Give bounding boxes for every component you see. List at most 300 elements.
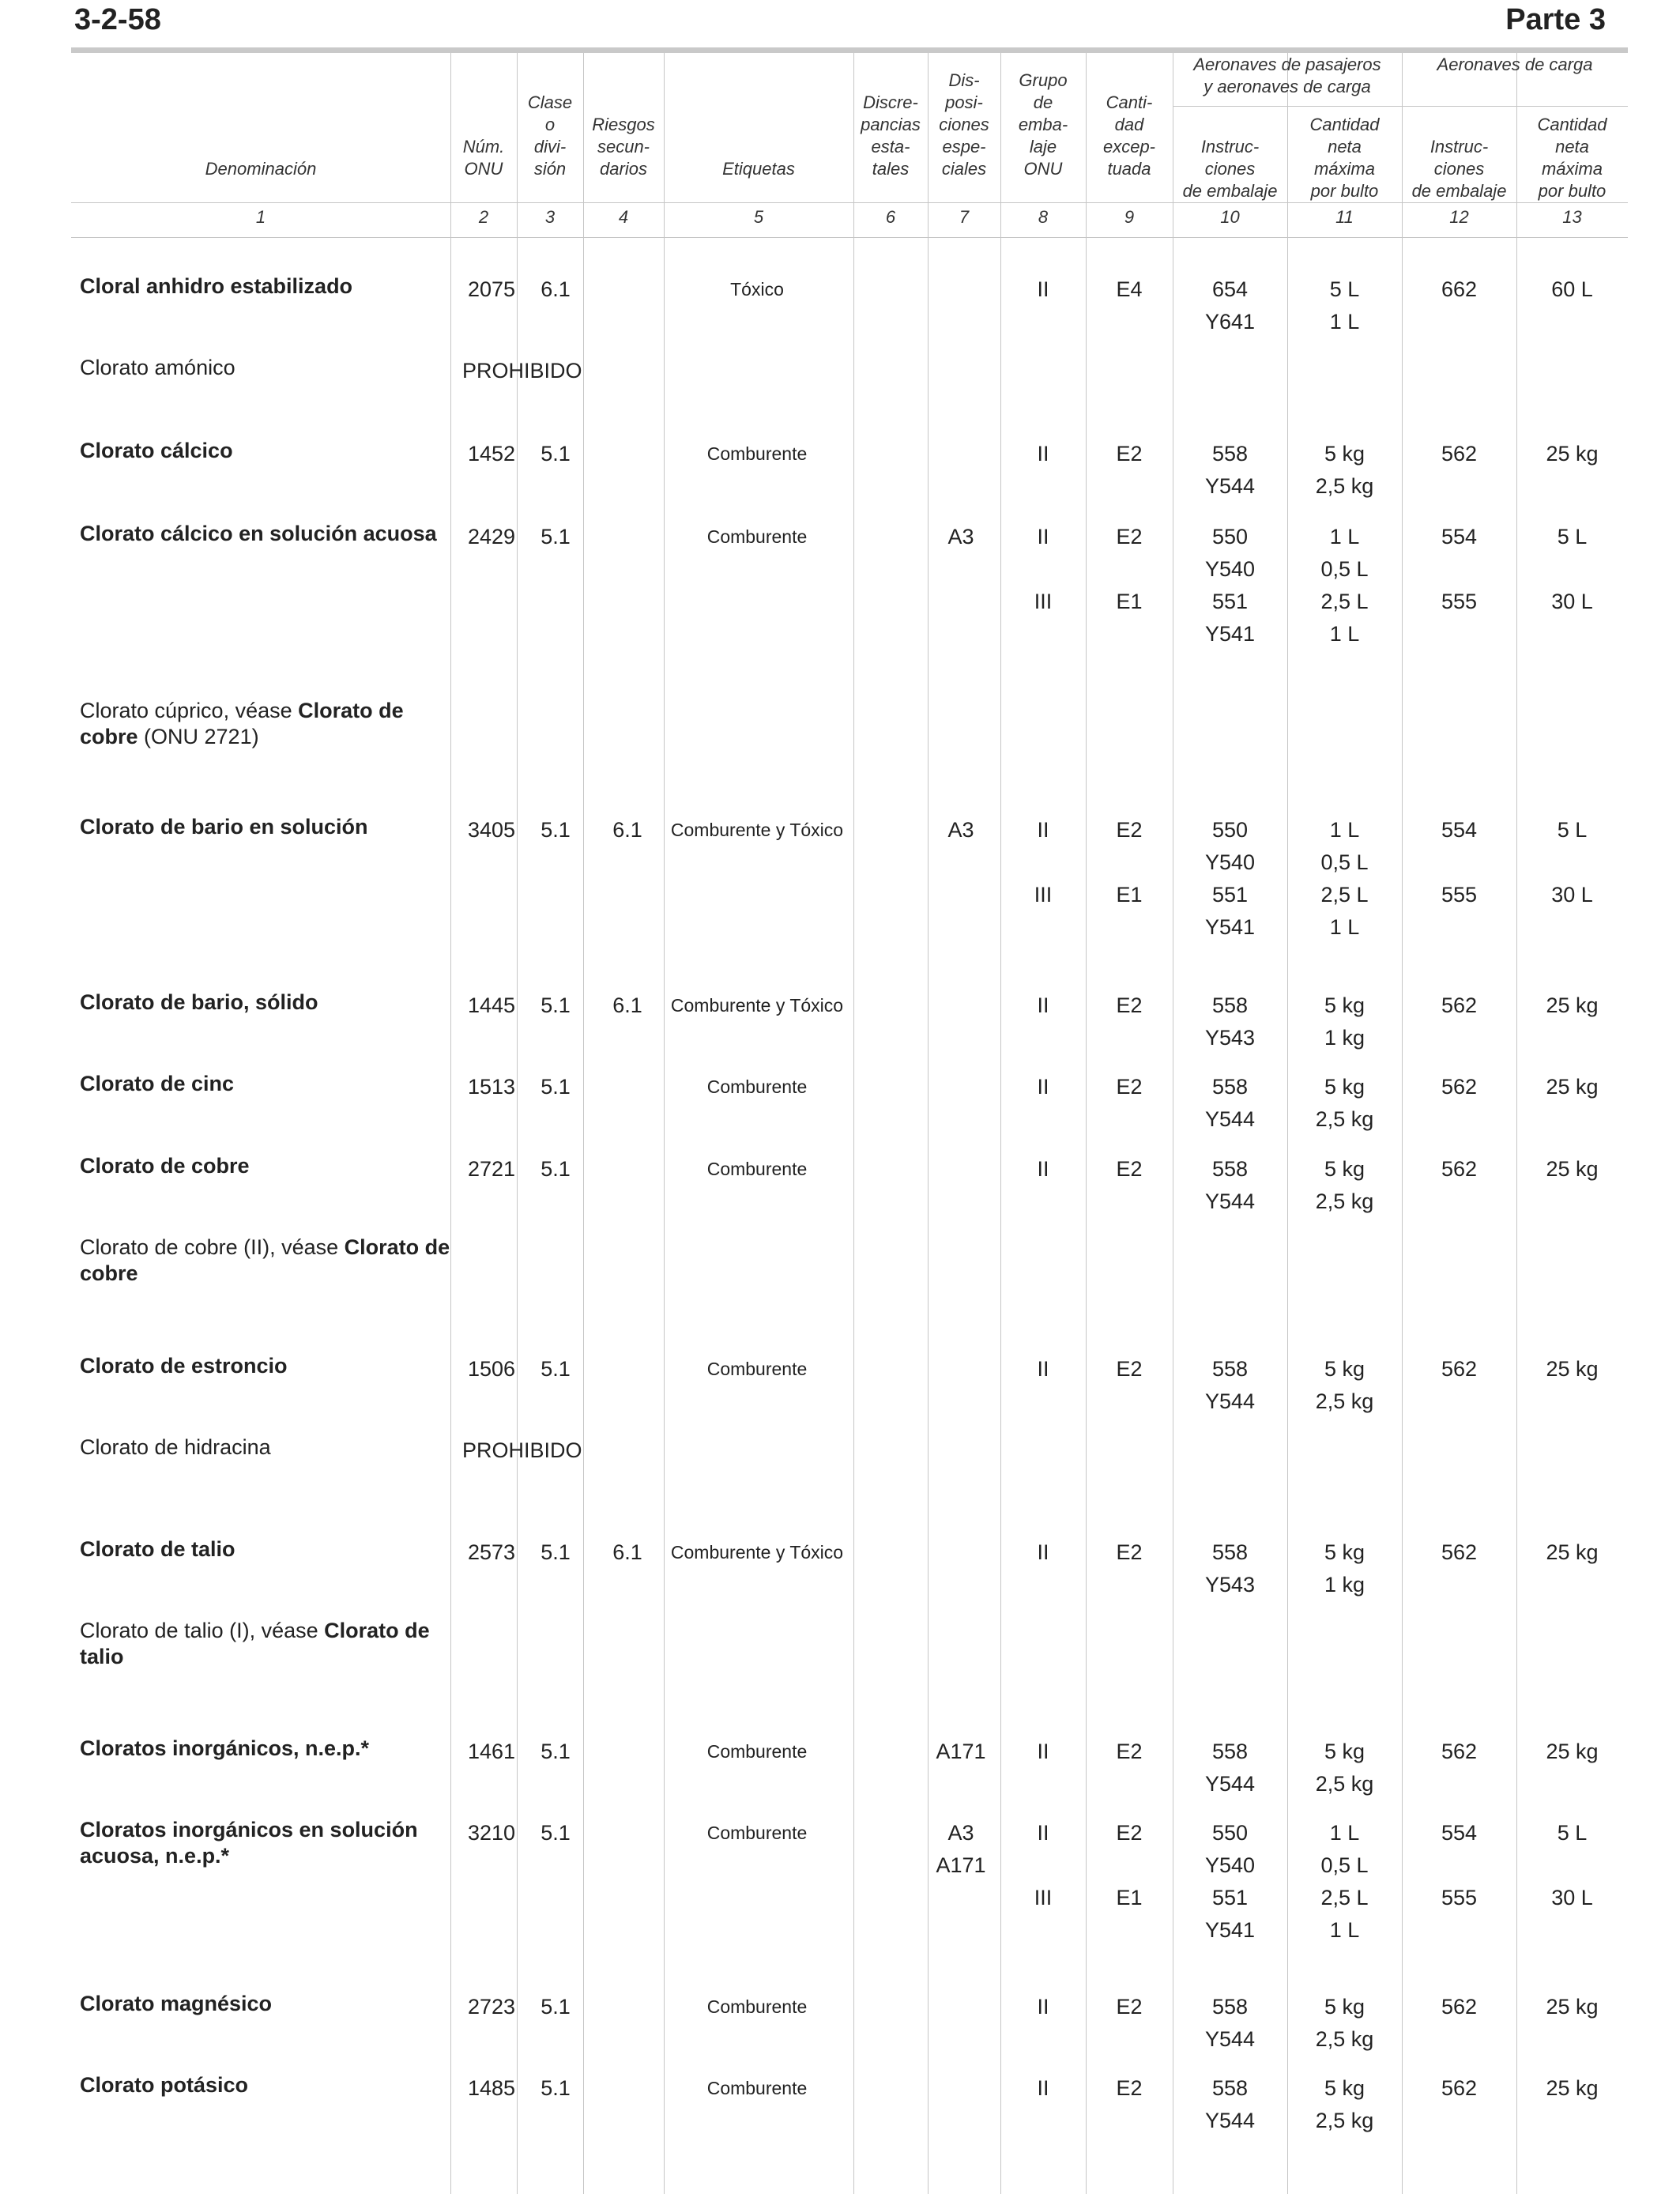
table-row bbox=[0, 2072, 1680, 2132]
cargo-quantity-cell-line: 25 kg bbox=[1546, 1740, 1599, 1763]
column-number: 5 bbox=[753, 207, 764, 227]
passenger-quantity-cell-line: 5 L bbox=[1329, 277, 1360, 301]
passenger-quantity-cell bbox=[1287, 273, 1402, 338]
cargo-quantity-cell bbox=[1516, 1071, 1628, 1103]
packing-group-cell-line: II bbox=[1037, 2076, 1049, 2100]
excepted-quantity-cell-line: E2 bbox=[1116, 1740, 1143, 1763]
cargo-quantity-cell-line: 30 L bbox=[1551, 883, 1593, 907]
passenger-instruction-cell-line: Y544 bbox=[1204, 1189, 1256, 1213]
excepted-quantity-cell bbox=[1086, 1536, 1173, 1569]
excepted-quantity-cell bbox=[1086, 1736, 1173, 1768]
passenger-instruction-cell-line: 558 bbox=[1211, 1995, 1249, 2019]
table-row bbox=[0, 698, 1680, 748]
passenger-quantity-cell bbox=[1287, 2072, 1402, 2137]
prohibited-label: PROHIBIDO bbox=[462, 1438, 582, 1462]
special-provisions-cell-line: A3 bbox=[947, 525, 974, 548]
substance-name bbox=[80, 990, 451, 1016]
column-number: 8 bbox=[1038, 207, 1049, 227]
special-provisions-cell-line: A3 bbox=[947, 818, 974, 842]
class-cell: 5.1 bbox=[541, 1540, 571, 1564]
substance-name bbox=[80, 1353, 451, 1379]
passenger-quantity-cell-line: 1 L bbox=[1329, 622, 1360, 646]
passenger-quantity-cell bbox=[1287, 1991, 1402, 2056]
cargo-quantity-cell-line: 25 kg bbox=[1546, 1157, 1599, 1181]
passenger-instruction-cell-line: Y540 bbox=[1204, 557, 1256, 581]
excepted-quantity-cell-line: E2 bbox=[1116, 525, 1143, 548]
packing-group-cell bbox=[1000, 1536, 1086, 1569]
prohibited-label: PROHIBIDO bbox=[462, 359, 582, 383]
passenger-instruction-cell-line: 558 bbox=[1211, 1157, 1249, 1181]
passenger-instruction-cell-line: 550 bbox=[1211, 818, 1249, 842]
cargo-instruction-cell-line: 555 bbox=[1441, 883, 1478, 907]
packing-group-cell-line: III bbox=[1034, 590, 1053, 613]
substance-name bbox=[80, 1235, 451, 1287]
un-cell: 1445 bbox=[467, 993, 516, 1017]
packing-group-cell-line: II bbox=[1037, 1357, 1049, 1381]
passenger-instruction-cell-line: Y541 bbox=[1204, 1918, 1256, 1942]
passenger-quantity-cell-line: 1 L bbox=[1329, 310, 1360, 334]
substance-name-bold: Cloral anhidro estabilizado bbox=[80, 274, 353, 298]
excepted-quantity-cell-line: E2 bbox=[1116, 1821, 1143, 1845]
packing-group-cell-line bbox=[1000, 1849, 1086, 1882]
cargo-instruction-cell bbox=[1402, 438, 1516, 470]
cargo-instruction-cell-line: 562 bbox=[1441, 1540, 1478, 1564]
passenger-quantity-cell bbox=[1287, 1071, 1402, 1136]
cargo-quantity-cell-line: 30 L bbox=[1551, 590, 1593, 613]
substance-name bbox=[80, 698, 451, 750]
un-cell: 2075 bbox=[467, 277, 516, 301]
passenger-instruction-cell bbox=[1173, 273, 1287, 338]
cargo-instruction-cell bbox=[1402, 814, 1516, 944]
substance-name bbox=[80, 1817, 451, 1869]
cargo-instruction-cell bbox=[1402, 2072, 1516, 2105]
excepted-quantity-cell-line: E2 bbox=[1116, 2076, 1143, 2100]
substance-name bbox=[80, 1153, 451, 1179]
passenger-instruction-cell bbox=[1173, 1353, 1287, 1418]
cargo-quantity-cell-line bbox=[1516, 911, 1628, 944]
cargo-instruction-cell bbox=[1402, 1817, 1516, 1947]
special-provisions-cell bbox=[925, 1817, 997, 1882]
table-row bbox=[0, 1618, 1680, 1668]
substance-name-bold: Cloratos inorgánicos, n.e.p.* bbox=[80, 1736, 370, 1760]
secondary-risk-cell: 6.1 bbox=[612, 993, 642, 1017]
packing-group-cell-line: III bbox=[1034, 883, 1053, 907]
packing-group-cell-line bbox=[1000, 553, 1086, 586]
substance-name-bold: Clorato de bario, sólido bbox=[80, 990, 318, 1014]
passenger-instruction-cell bbox=[1173, 814, 1287, 944]
passenger-quantity-cell-line: 1 L bbox=[1329, 525, 1360, 548]
cargo-quantity-cell bbox=[1516, 1736, 1628, 1768]
packing-group-cell-line: II bbox=[1037, 1995, 1049, 2019]
excepted-quantity-cell bbox=[1086, 521, 1173, 650]
passenger-quantity-cell-line: 2,5 L bbox=[1320, 1886, 1369, 1909]
un-cell: 1452 bbox=[467, 442, 516, 466]
passenger-quantity-cell-line: 2,5 kg bbox=[1315, 1772, 1374, 1796]
labels-cell: Comburente bbox=[706, 1996, 808, 2017]
row-divider bbox=[1173, 106, 1628, 107]
passenger-quantity-cell bbox=[1287, 990, 1402, 1054]
cargo-quantity-cell-line: 25 kg bbox=[1546, 1075, 1599, 1099]
cargo-instruction-cell-line: 562 bbox=[1441, 993, 1478, 1017]
passenger-instruction-cell-line: Y544 bbox=[1204, 1107, 1256, 1131]
excepted-quantity-cell-line: E2 bbox=[1116, 1995, 1143, 2019]
passenger-quantity-cell-line: 2,5 kg bbox=[1315, 1189, 1374, 1213]
cargo-instruction-cell-line bbox=[1402, 1849, 1516, 1882]
cargo-quantity-cell bbox=[1516, 814, 1628, 944]
passenger-quantity-cell-line: 1 L bbox=[1329, 1821, 1360, 1845]
excepted-quantity-cell bbox=[1086, 1991, 1173, 2023]
passenger-instruction-cell-line: Y544 bbox=[1204, 474, 1256, 498]
substance-name-text: Clorato amónico bbox=[80, 356, 235, 379]
excepted-quantity-cell bbox=[1086, 1817, 1173, 1947]
cargo-quantity-cell bbox=[1516, 990, 1628, 1022]
cargo-instruction-cell bbox=[1402, 1736, 1516, 1768]
excepted-quantity-cell bbox=[1086, 814, 1173, 944]
cargo-quantity-cell-line: 60 L bbox=[1551, 277, 1593, 301]
passenger-instruction-cell-line: Y540 bbox=[1204, 1853, 1256, 1877]
passenger-instruction-cell-line: 558 bbox=[1211, 442, 1249, 466]
table-row bbox=[0, 814, 1680, 939]
packing-group-cell bbox=[1000, 814, 1086, 944]
table-row bbox=[0, 990, 1680, 1050]
passenger-quantity-cell-line: 5 kg bbox=[1324, 1740, 1365, 1763]
table-row bbox=[0, 355, 1680, 402]
header-instrucciones-pasajeros: Instruc- ciones de embalaje bbox=[1182, 137, 1278, 201]
cargo-quantity-cell-line bbox=[1516, 553, 1628, 586]
class-cell: 5.1 bbox=[541, 442, 571, 466]
cargo-quantity-cell bbox=[1516, 1153, 1628, 1186]
substance-name-bold: Clorato cálcico en solución acuosa bbox=[80, 522, 437, 545]
passenger-instruction-cell-line: 558 bbox=[1211, 1540, 1249, 1564]
packing-group-cell-line: III bbox=[1034, 1886, 1053, 1909]
substance-name bbox=[80, 814, 451, 840]
un-cell: 3405 bbox=[467, 818, 516, 842]
packing-group-cell-line: II bbox=[1037, 818, 1049, 842]
table-row bbox=[0, 1434, 1680, 1482]
passenger-instruction-cell-line: 558 bbox=[1211, 1357, 1249, 1381]
excepted-quantity-cell-line: E2 bbox=[1116, 1540, 1143, 1564]
table-row bbox=[0, 273, 1680, 334]
cargo-instruction-cell-line: 562 bbox=[1441, 442, 1478, 466]
row-divider bbox=[71, 202, 1628, 203]
column-number: 10 bbox=[1220, 207, 1240, 227]
cargo-instruction-cell-line bbox=[1402, 911, 1516, 944]
packing-group-cell bbox=[1000, 2072, 1086, 2105]
excepted-quantity-cell-line bbox=[1086, 1914, 1173, 1947]
un-cell: 2429 bbox=[467, 525, 516, 548]
substance-name-bold: Clorato de estroncio bbox=[80, 1354, 288, 1378]
table-row bbox=[0, 1536, 1680, 1596]
cargo-instruction-cell-line: 554 bbox=[1441, 818, 1478, 842]
special-provisions-cell bbox=[925, 1736, 997, 1768]
cargo-instruction-cell-line: 562 bbox=[1441, 1995, 1478, 2019]
packing-group-cell-line: II bbox=[1037, 1821, 1049, 1845]
class-cell: 5.1 bbox=[541, 1740, 571, 1763]
packing-group-cell bbox=[1000, 990, 1086, 1022]
table-row bbox=[0, 1353, 1680, 1413]
cargo-quantity-cell-line: 25 kg bbox=[1546, 2076, 1599, 2100]
excepted-quantity-cell-line bbox=[1086, 618, 1173, 650]
excepted-quantity-cell-line: E4 bbox=[1116, 277, 1143, 301]
special-provisions-cell bbox=[925, 814, 997, 846]
labels-cell: Comburente bbox=[706, 1823, 808, 1843]
passenger-quantity-cell-line: 1 L bbox=[1329, 915, 1360, 939]
passenger-instruction-cell-line: 558 bbox=[1211, 2076, 1249, 2100]
substance-name bbox=[80, 273, 451, 300]
passenger-instruction-cell-line: Y541 bbox=[1204, 622, 1256, 646]
excepted-quantity-cell bbox=[1086, 1153, 1173, 1186]
passenger-instruction-cell-line: Y543 bbox=[1204, 1026, 1256, 1050]
excepted-quantity-cell-line bbox=[1086, 553, 1173, 586]
passenger-instruction-cell-line: Y543 bbox=[1204, 1573, 1256, 1596]
cargo-quantity-cell bbox=[1516, 2072, 1628, 2105]
substance-name-bold: Clorato potásico bbox=[80, 2073, 249, 2097]
substance-name-bold: Cloratos inorgánicos en solución acuosa, n.e.p.* bbox=[80, 1818, 418, 1868]
cargo-quantity-cell-line: 25 kg bbox=[1546, 442, 1599, 466]
table-row bbox=[0, 438, 1680, 498]
substance-name-bold: Clorato magnésico bbox=[80, 1992, 273, 2015]
cargo-quantity-cell-line: 5 L bbox=[1557, 1821, 1588, 1845]
packing-group-cell-line bbox=[1000, 1914, 1086, 1947]
passenger-quantity-cell-line: 2,5 L bbox=[1320, 883, 1369, 907]
passenger-quantity-cell-line: 1 kg bbox=[1324, 1026, 1365, 1050]
passenger-quantity-cell-line: 2,5 kg bbox=[1315, 474, 1374, 498]
cargo-instruction-cell-line: 554 bbox=[1441, 525, 1478, 548]
class-cell: 5.1 bbox=[541, 993, 571, 1017]
packing-group-cell-line: II bbox=[1037, 1740, 1049, 1763]
passenger-instruction-cell-line: 558 bbox=[1211, 993, 1249, 1017]
excepted-quantity-cell-line: E2 bbox=[1116, 1075, 1143, 1099]
excepted-quantity-cell-line: E1 bbox=[1116, 590, 1143, 613]
packing-group-cell bbox=[1000, 273, 1086, 306]
header-grupo: Grupo de emba- laje ONU bbox=[1018, 70, 1068, 179]
substance-name-bold: Clorato cálcico bbox=[80, 439, 233, 462]
cargo-instruction-cell bbox=[1402, 521, 1516, 650]
cargo-quantity-cell-line: 30 L bbox=[1551, 1886, 1593, 1909]
passenger-quantity-cell-line: 2,5 kg bbox=[1315, 2109, 1374, 2132]
packing-group-cell-line bbox=[1000, 911, 1086, 944]
header-cantidad-pasajeros: Cantidad neta máxima por bulto bbox=[1309, 115, 1380, 201]
secondary-risk-cell: 6.1 bbox=[612, 818, 642, 842]
labels-cell: Comburente y Tóxico bbox=[670, 1542, 844, 1563]
passenger-quantity-cell-line: 1 kg bbox=[1324, 1573, 1365, 1596]
labels-cell: Comburente bbox=[706, 1076, 808, 1097]
labels-cell: Comburente bbox=[706, 1359, 808, 1379]
substance-name bbox=[80, 1618, 451, 1670]
table-row bbox=[0, 1817, 1680, 1942]
class-cell: 5.1 bbox=[541, 1995, 571, 2019]
excepted-quantity-cell-line bbox=[1086, 911, 1173, 944]
substance-name-text: Clorato cúprico, véase bbox=[80, 699, 299, 722]
table-row bbox=[0, 521, 1680, 646]
excepted-quantity-cell bbox=[1086, 990, 1173, 1022]
packing-group-cell-line: II bbox=[1037, 277, 1049, 301]
passenger-quantity-cell-line: 1 L bbox=[1329, 818, 1360, 842]
passenger-instruction-cell-line: 551 bbox=[1211, 590, 1249, 613]
passenger-quantity-cell-line: 5 kg bbox=[1324, 2076, 1365, 2100]
packing-group-cell bbox=[1000, 521, 1086, 650]
substance-name bbox=[80, 1991, 451, 2017]
excepted-quantity-cell-line bbox=[1086, 1849, 1173, 1882]
class-cell: 5.1 bbox=[541, 818, 571, 842]
excepted-quantity-cell-line bbox=[1086, 846, 1173, 879]
cargo-quantity-cell-line: 25 kg bbox=[1546, 1995, 1599, 2019]
passenger-quantity-cell-line: 5 kg bbox=[1324, 442, 1365, 466]
class-cell: 6.1 bbox=[541, 277, 571, 301]
passenger-quantity-cell-line: 0,5 L bbox=[1320, 850, 1369, 874]
class-cell: 5.1 bbox=[541, 525, 571, 548]
cargo-instruction-cell-line: 562 bbox=[1441, 2076, 1478, 2100]
passenger-quantity-cell bbox=[1287, 438, 1402, 503]
passenger-quantity-cell-line: 0,5 L bbox=[1320, 557, 1369, 581]
cargo-instruction-cell-line: 562 bbox=[1441, 1075, 1478, 1099]
packing-group-cell-line: II bbox=[1037, 525, 1049, 548]
excepted-quantity-cell-line: E2 bbox=[1116, 1157, 1143, 1181]
special-provisions-cell-line: A171 bbox=[936, 1740, 986, 1763]
header-rule bbox=[71, 47, 1628, 53]
passenger-quantity-cell-line: 2,5 kg bbox=[1315, 1107, 1374, 1131]
passenger-instruction-cell bbox=[1173, 1736, 1287, 1800]
column-number: 3 bbox=[544, 207, 556, 227]
packing-group-cell bbox=[1000, 1817, 1086, 1947]
passenger-quantity-cell bbox=[1287, 1153, 1402, 1218]
packing-group-cell-line bbox=[1000, 846, 1086, 879]
class-cell: 5.1 bbox=[541, 1075, 571, 1099]
cargo-quantity-cell-line: 25 kg bbox=[1546, 1540, 1599, 1564]
column-number: 4 bbox=[618, 207, 629, 227]
header-num-onu: Núm. ONU bbox=[462, 137, 505, 179]
column-number: 6 bbox=[885, 207, 896, 227]
substance-name-bold: Clorato de bario en solución bbox=[80, 815, 368, 839]
substance-name bbox=[80, 1536, 451, 1563]
labels-cell: Tóxico bbox=[730, 279, 784, 300]
packing-group-cell-line: II bbox=[1037, 1157, 1049, 1181]
substance-name-bold: Clorato de cobre bbox=[80, 1154, 250, 1178]
substance-name-text: Clorato de cobre (II), véase bbox=[80, 1235, 345, 1259]
substance-name bbox=[80, 2072, 451, 2098]
packing-group-cell bbox=[1000, 1071, 1086, 1103]
passenger-instruction-cell bbox=[1173, 1817, 1287, 1947]
substance-name-text: (ONU 2721) bbox=[137, 725, 259, 748]
cargo-instruction-cell-line bbox=[1402, 1914, 1516, 1947]
passenger-instruction-cell bbox=[1173, 521, 1287, 650]
header-instrucciones-carga: Instruc- ciones de embalaje bbox=[1411, 137, 1507, 201]
passenger-quantity-cell-line: 2,5 kg bbox=[1315, 2027, 1374, 2051]
cargo-quantity-cell bbox=[1516, 1817, 1628, 1947]
passenger-quantity-cell bbox=[1287, 1536, 1402, 1601]
passenger-instruction-cell bbox=[1173, 990, 1287, 1054]
passenger-instruction-cell-line: 551 bbox=[1211, 1886, 1249, 1909]
column-number: 13 bbox=[1562, 207, 1582, 227]
excepted-quantity-cell bbox=[1086, 438, 1173, 470]
cargo-quantity-cell-line: 5 L bbox=[1557, 818, 1588, 842]
column-number: 7 bbox=[959, 207, 970, 227]
passenger-quantity-cell-line: 2,5 L bbox=[1320, 590, 1369, 613]
packing-group-cell bbox=[1000, 1153, 1086, 1186]
packing-group-cell bbox=[1000, 438, 1086, 470]
column-number: 2 bbox=[478, 207, 489, 227]
passenger-quantity-cell bbox=[1287, 1817, 1402, 1947]
passenger-instruction-cell-line: Y544 bbox=[1204, 1772, 1256, 1796]
passenger-quantity-cell bbox=[1287, 1736, 1402, 1800]
cargo-instruction-cell bbox=[1402, 1536, 1516, 1569]
packing-group-cell-line: II bbox=[1037, 442, 1049, 466]
packing-group-cell-line: II bbox=[1037, 1540, 1049, 1564]
packing-group-cell bbox=[1000, 1353, 1086, 1385]
cargo-instruction-cell-line: 554 bbox=[1441, 1821, 1478, 1845]
cargo-quantity-cell-line: 25 kg bbox=[1546, 1357, 1599, 1381]
passenger-instruction-cell-line: 558 bbox=[1211, 1075, 1249, 1099]
class-cell: 5.1 bbox=[541, 1821, 571, 1845]
table-row bbox=[0, 1071, 1680, 1131]
passenger-instruction-cell-line: 558 bbox=[1211, 1740, 1249, 1763]
substance-name-bold: Clorato de cinc bbox=[80, 1072, 235, 1095]
header-discrepancias: Discre- pancias esta- tales bbox=[861, 92, 921, 179]
passenger-instruction-cell bbox=[1173, 1536, 1287, 1601]
passenger-instruction-cell-line: Y544 bbox=[1204, 1389, 1256, 1413]
cargo-instruction-cell-line: 555 bbox=[1441, 590, 1478, 613]
labels-cell: Comburente y Tóxico bbox=[670, 995, 844, 1016]
cargo-quantity-cell bbox=[1516, 273, 1628, 306]
un-cell: 2573 bbox=[467, 1540, 516, 1564]
cargo-instruction-cell-line: 562 bbox=[1441, 1740, 1478, 1763]
excepted-quantity-cell bbox=[1086, 1353, 1173, 1385]
special-provisions-cell-line: A3 bbox=[947, 1821, 974, 1845]
header-etiquetas: Etiquetas bbox=[722, 159, 795, 179]
cargo-quantity-cell bbox=[1516, 1353, 1628, 1385]
packing-group-cell bbox=[1000, 1991, 1086, 2023]
passenger-instruction-cell-line: 654 bbox=[1211, 277, 1249, 301]
excepted-quantity-cell-line: E2 bbox=[1116, 1357, 1143, 1381]
labels-cell: Comburente y Tóxico bbox=[670, 820, 844, 840]
excepted-quantity-cell-line: E2 bbox=[1116, 993, 1143, 1017]
header-group-pasajeros: Aeronaves de pasajeros y aeronaves de carga bbox=[1193, 55, 1381, 96]
header-clase: Clase o divi- sión bbox=[527, 92, 573, 179]
class-cell: 5.1 bbox=[541, 1157, 571, 1181]
packing-group-cell-line bbox=[1000, 618, 1086, 650]
un-cell: 1461 bbox=[467, 1740, 516, 1763]
passenger-instruction-cell-line: Y540 bbox=[1204, 850, 1256, 874]
passenger-instruction-cell-line: Y544 bbox=[1204, 2109, 1256, 2132]
substance-name-bold: Clorato de cobre bbox=[80, 699, 404, 748]
cargo-instruction-cell-line: 562 bbox=[1441, 1157, 1478, 1181]
cargo-instruction-cell-line bbox=[1402, 553, 1516, 586]
substance-name-bold: Clorato de talio bbox=[80, 1537, 235, 1561]
labels-cell: Comburente bbox=[706, 1159, 808, 1179]
column-number: 11 bbox=[1335, 207, 1354, 227]
packing-group-cell bbox=[1000, 1736, 1086, 1768]
passenger-quantity-cell bbox=[1287, 1353, 1402, 1418]
cargo-instruction-cell bbox=[1402, 990, 1516, 1022]
substance-name-bold: Clorato de talio bbox=[80, 1619, 430, 1668]
passenger-instruction-cell bbox=[1173, 1153, 1287, 1218]
passenger-quantity-cell bbox=[1287, 814, 1402, 944]
substance-name bbox=[80, 438, 451, 464]
substance-name bbox=[80, 1434, 451, 1461]
passenger-instruction-cell bbox=[1173, 2072, 1287, 2137]
column-number: 1 bbox=[255, 207, 266, 227]
cargo-instruction-cell bbox=[1402, 1071, 1516, 1103]
un-cell: 2723 bbox=[467, 1995, 516, 2019]
passenger-quantity-cell-line: 5 kg bbox=[1324, 1995, 1365, 2019]
passenger-quantity-cell-line: 5 kg bbox=[1324, 1157, 1365, 1181]
cargo-instruction-cell bbox=[1402, 1353, 1516, 1385]
passenger-quantity-cell-line: 0,5 L bbox=[1320, 1853, 1369, 1877]
cargo-instruction-cell-line: 555 bbox=[1441, 1886, 1478, 1909]
labels-cell: Comburente bbox=[706, 1741, 808, 1762]
substance-name bbox=[80, 1736, 451, 1762]
substance-name bbox=[80, 1071, 451, 1097]
